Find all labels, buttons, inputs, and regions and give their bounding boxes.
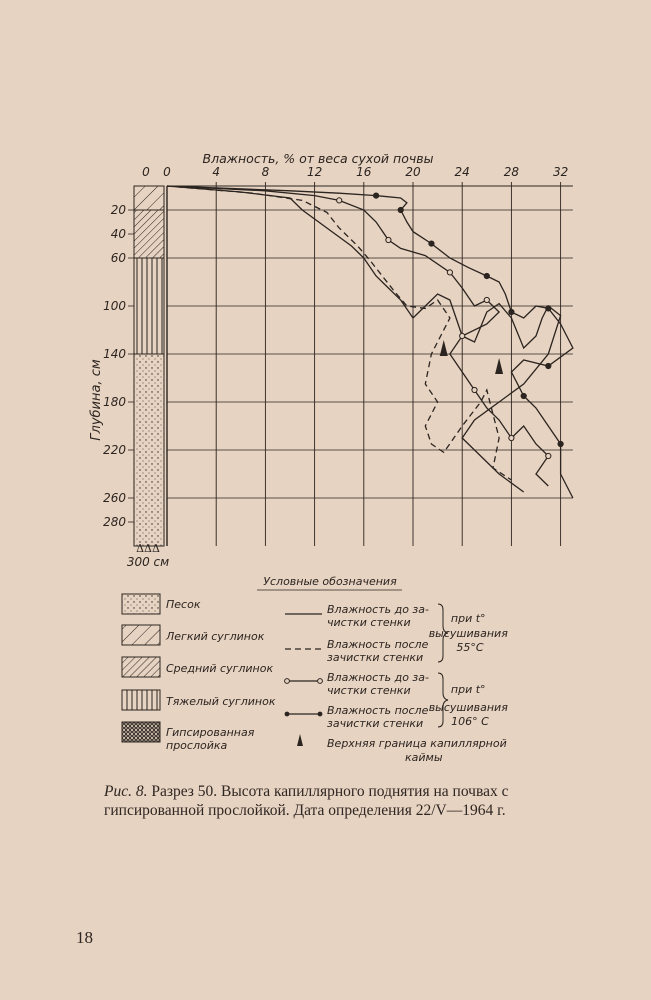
soil-column <box>134 186 164 546</box>
series-point-s4 <box>546 363 551 368</box>
series-point-s4 <box>558 441 563 446</box>
legend-swatch-sand <box>122 594 160 614</box>
x-tick-label-zero: 0 <box>142 165 150 179</box>
legend-line-4: Влажность после зачистки стенки <box>327 704 429 730</box>
capillary-border-marker <box>495 358 503 374</box>
legend-group-1: при t° высушивания 55°С <box>428 612 508 654</box>
figure-caption <box>104 782 574 820</box>
y-tick-label: 140 <box>103 347 126 361</box>
figure-label: Рис. 8. <box>104 783 148 800</box>
soil-layer-heavy <box>134 258 164 354</box>
legend-swatch-gypsum <box>122 722 160 742</box>
legend <box>122 575 511 764</box>
series-point-s3 <box>460 333 465 338</box>
series-line-s4 <box>167 186 573 498</box>
column-bottom-symbols: ΔΔΔ <box>136 542 160 555</box>
legend-soil-gypsum: Гипсированная прослойка <box>166 726 255 752</box>
y-tick-label: 60 <box>110 251 126 265</box>
column-bottom-label: 300 см <box>126 555 170 569</box>
series-point-s3 <box>546 453 551 458</box>
x-axis-title: Влажность, % от веса сухой почвы <box>202 151 434 166</box>
legend-swatch-light <box>122 625 160 645</box>
legend-line-open-circles <box>285 679 323 684</box>
y-tick-labels <box>103 203 134 529</box>
figure-caption-text: Разрез 50. Высота капиллярного поднятия на почвах с гипсированной прослойкой. Дата определения 22/V—1964 г. <box>104 783 509 819</box>
series-point-s3 <box>386 237 391 242</box>
series-point-s3 <box>447 270 452 275</box>
legend-soil-sand: Песок <box>166 598 201 611</box>
chart-series <box>167 186 573 498</box>
y-tick-label: 180 <box>103 395 126 409</box>
soil-layer-sand <box>134 354 164 546</box>
soil-layer-medium <box>134 210 164 258</box>
legend-group-2: при t° высушивания 106° С <box>428 683 508 728</box>
y-axis-title: Глубина, см <box>89 359 104 441</box>
legend-soil-heavy: Тяжелый суглинок <box>166 695 276 708</box>
capillary-border-marker <box>440 340 448 356</box>
legend-swatch-heavy <box>122 690 160 710</box>
y-tick-label: 100 <box>103 299 126 313</box>
x-tick-label: 16 <box>356 165 372 179</box>
x-tick-label: 12 <box>306 165 323 179</box>
legend-capillary-marker <box>297 734 303 746</box>
y-tick-label: 280 <box>103 515 126 529</box>
x-tick-label: 20 <box>405 165 421 179</box>
series-point-s3 <box>472 387 477 392</box>
x-tick-label: 28 <box>503 165 520 179</box>
series-point-s3 <box>509 435 514 440</box>
y-tick-label: 20 <box>110 203 126 217</box>
legend-soil-medium: Средний суглинок <box>166 662 274 675</box>
series-point-s4 <box>374 193 379 198</box>
legend-line-filled-dots <box>285 712 323 717</box>
x-tick-label: 4 <box>212 165 221 179</box>
series-line-s3 <box>167 186 548 486</box>
x-tick-label: 8 <box>261 165 270 179</box>
legend-line-2: Влажность после зачистки стенки <box>327 638 429 664</box>
series-point-s4 <box>484 273 489 278</box>
y-tick-label: 40 <box>110 227 126 241</box>
series-line-s2 <box>167 186 511 480</box>
legend-title: Условные обозначения <box>263 575 397 588</box>
y-tick-label: 220 <box>103 443 126 457</box>
x-tick-labels <box>142 165 568 179</box>
legend-brace-2 <box>438 673 448 727</box>
legend-line-3: Влажность до за- чистки стенки <box>327 671 429 697</box>
series-point-s4 <box>546 306 551 311</box>
page-number: 18 <box>76 928 93 947</box>
legend-swatch-medium <box>122 657 160 677</box>
series-point-s3 <box>484 297 489 302</box>
series-point-s4 <box>429 241 434 246</box>
soil-layer-light <box>134 186 164 210</box>
legend-soil-light: Легкий суглинок <box>166 630 265 643</box>
series-point-s4 <box>509 309 514 314</box>
chart-markers <box>440 340 503 374</box>
legend-line-1: Влажность до за- чистки стенки <box>327 603 429 629</box>
series-point-s4 <box>521 393 526 398</box>
x-tick-label: 24 <box>454 165 470 179</box>
series-point-s3 <box>337 198 342 203</box>
legend-capillary-label: Верхняя граница капиллярной каймы <box>327 737 507 764</box>
x-tick-label: 32 <box>552 165 569 179</box>
y-tick-label: 260 <box>103 491 126 505</box>
x-tick-label-zero: 0 <box>163 165 171 179</box>
chart-grid <box>167 182 573 546</box>
series-point-s4 <box>398 207 403 212</box>
